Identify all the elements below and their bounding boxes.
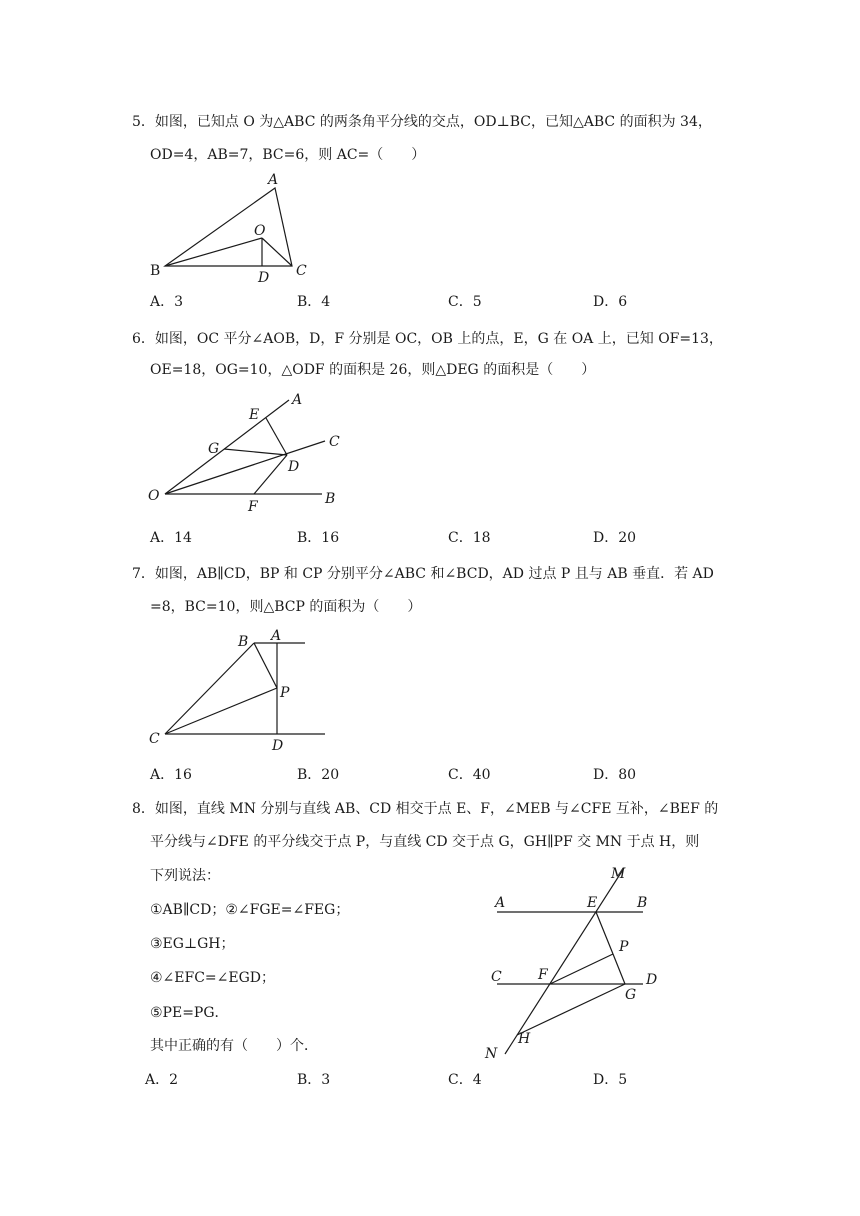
q8-label-e: E <box>587 895 598 911</box>
q8-label-b: B <box>637 895 648 911</box>
q7-option-d: D．80 <box>593 767 637 783</box>
q6-label-a: A <box>292 392 303 408</box>
q8-label-d: D <box>646 972 658 988</box>
q7-option-a: A．16 <box>150 767 192 783</box>
q7-option-c: C．40 <box>448 767 491 783</box>
q5-option-b: B．4 <box>297 294 331 310</box>
q8-statement-4: ④∠EFC=∠EGD； <box>150 970 276 986</box>
q6-option-d: D．20 <box>593 530 637 546</box>
q8-statement-5: ⑤PE=PG． <box>150 1005 229 1021</box>
q8-option-b: B．3 <box>297 1072 331 1088</box>
q6-text-line2: OE=18，OG=10，△ODF 的面积是 26，则△DEG 的面积是（ ） <box>150 362 596 378</box>
q8-option-d: D．5 <box>593 1072 628 1088</box>
q6-text-line1: 6．如图，OC 平分∠AOB，D，F 分别是 OC，OB 上的点，E，G 在 OA 上，已知 OF=13， <box>132 331 723 347</box>
q7-text-line1: 7．如图，AB∥CD，BP 和 CP 分别平分∠ABC 和∠BCD，AD 过点 P 且与 AB 垂直．若 AD <box>132 566 714 582</box>
q5-label-a: A <box>268 172 279 188</box>
q6-label-e: E <box>249 407 260 423</box>
q7-label-c: C <box>149 731 160 747</box>
q8-statement-1-2: ①AB∥CD；②∠FGE=∠FEG； <box>150 902 350 918</box>
q7-label-p: P <box>280 685 290 701</box>
q8-label-g: G <box>625 987 637 1003</box>
q8-option-a: A．2 <box>145 1072 179 1088</box>
q6-label-d: D <box>288 459 300 475</box>
q8-label-f: F <box>538 967 548 983</box>
q6-label-o: O <box>148 488 160 504</box>
q5-option-d: D．6 <box>593 294 628 310</box>
q5-text-line1: 5．如图，已知点 O 为△ABC 的两条角平分线的交点，OD⊥BC，已知△ABC 的面积为 34， <box>132 114 712 130</box>
q8-label-a: A <box>495 895 506 911</box>
q8-text-line3: 下列说法： <box>150 868 220 884</box>
q6-label-c: C <box>329 434 340 450</box>
q6-label-g: G <box>208 441 220 457</box>
q8-label-n: N <box>485 1046 498 1062</box>
q8-label-c: C <box>491 969 502 985</box>
q5-label-d: D <box>258 270 270 286</box>
q6-option-a: A．14 <box>150 530 192 546</box>
q5-option-a: A．3 <box>150 294 184 310</box>
q8-question: 其中正确的有（ ）个． <box>150 1038 318 1054</box>
q7-label-b: B <box>238 634 249 650</box>
q5-option-c: C．5 <box>448 294 482 310</box>
q5-text-line2: OD=4，AB=7，BC=6，则 AC=（ ） <box>150 147 426 163</box>
q5-label-o: O <box>254 223 266 239</box>
q8-label-h: H <box>518 1031 531 1047</box>
q8-label-p: P <box>619 939 629 955</box>
q6-option-c: C．18 <box>448 530 491 546</box>
q6-label-b: B <box>325 491 336 507</box>
q7-label-d: D <box>272 738 284 754</box>
q8-text-line1: 8．如图，直线 MN 分别与直线 AB、CD 相交于点 E、F，∠MEB 与∠CFE 互补，∠BEF 的 <box>132 801 719 817</box>
q8-line-mn <box>505 868 624 1054</box>
q8-option-c: C．4 <box>448 1072 482 1088</box>
q7-text-line2: =8，BC=10，则△BCP 的面积为（ ） <box>150 599 422 615</box>
q5-label-b: B <box>150 263 161 279</box>
q7-label-a: A <box>271 628 282 644</box>
q8-statement-3: ③EG⊥GH； <box>150 936 235 952</box>
q8-text-line2: 平分线与∠DFE 的平分线交于点 P，与直线 CD 交于点 G，GH∥PF 交 MN 于点 H，则 <box>150 834 700 850</box>
q8-label-m: M <box>611 866 626 882</box>
q8-segment-pg <box>613 954 625 984</box>
q5-label-c: C <box>296 263 307 279</box>
q6-option-b: B．16 <box>297 530 340 546</box>
q6-label-f: F <box>248 499 258 515</box>
q8-segment-ep <box>596 912 613 954</box>
q7-option-b: B．20 <box>297 767 340 783</box>
